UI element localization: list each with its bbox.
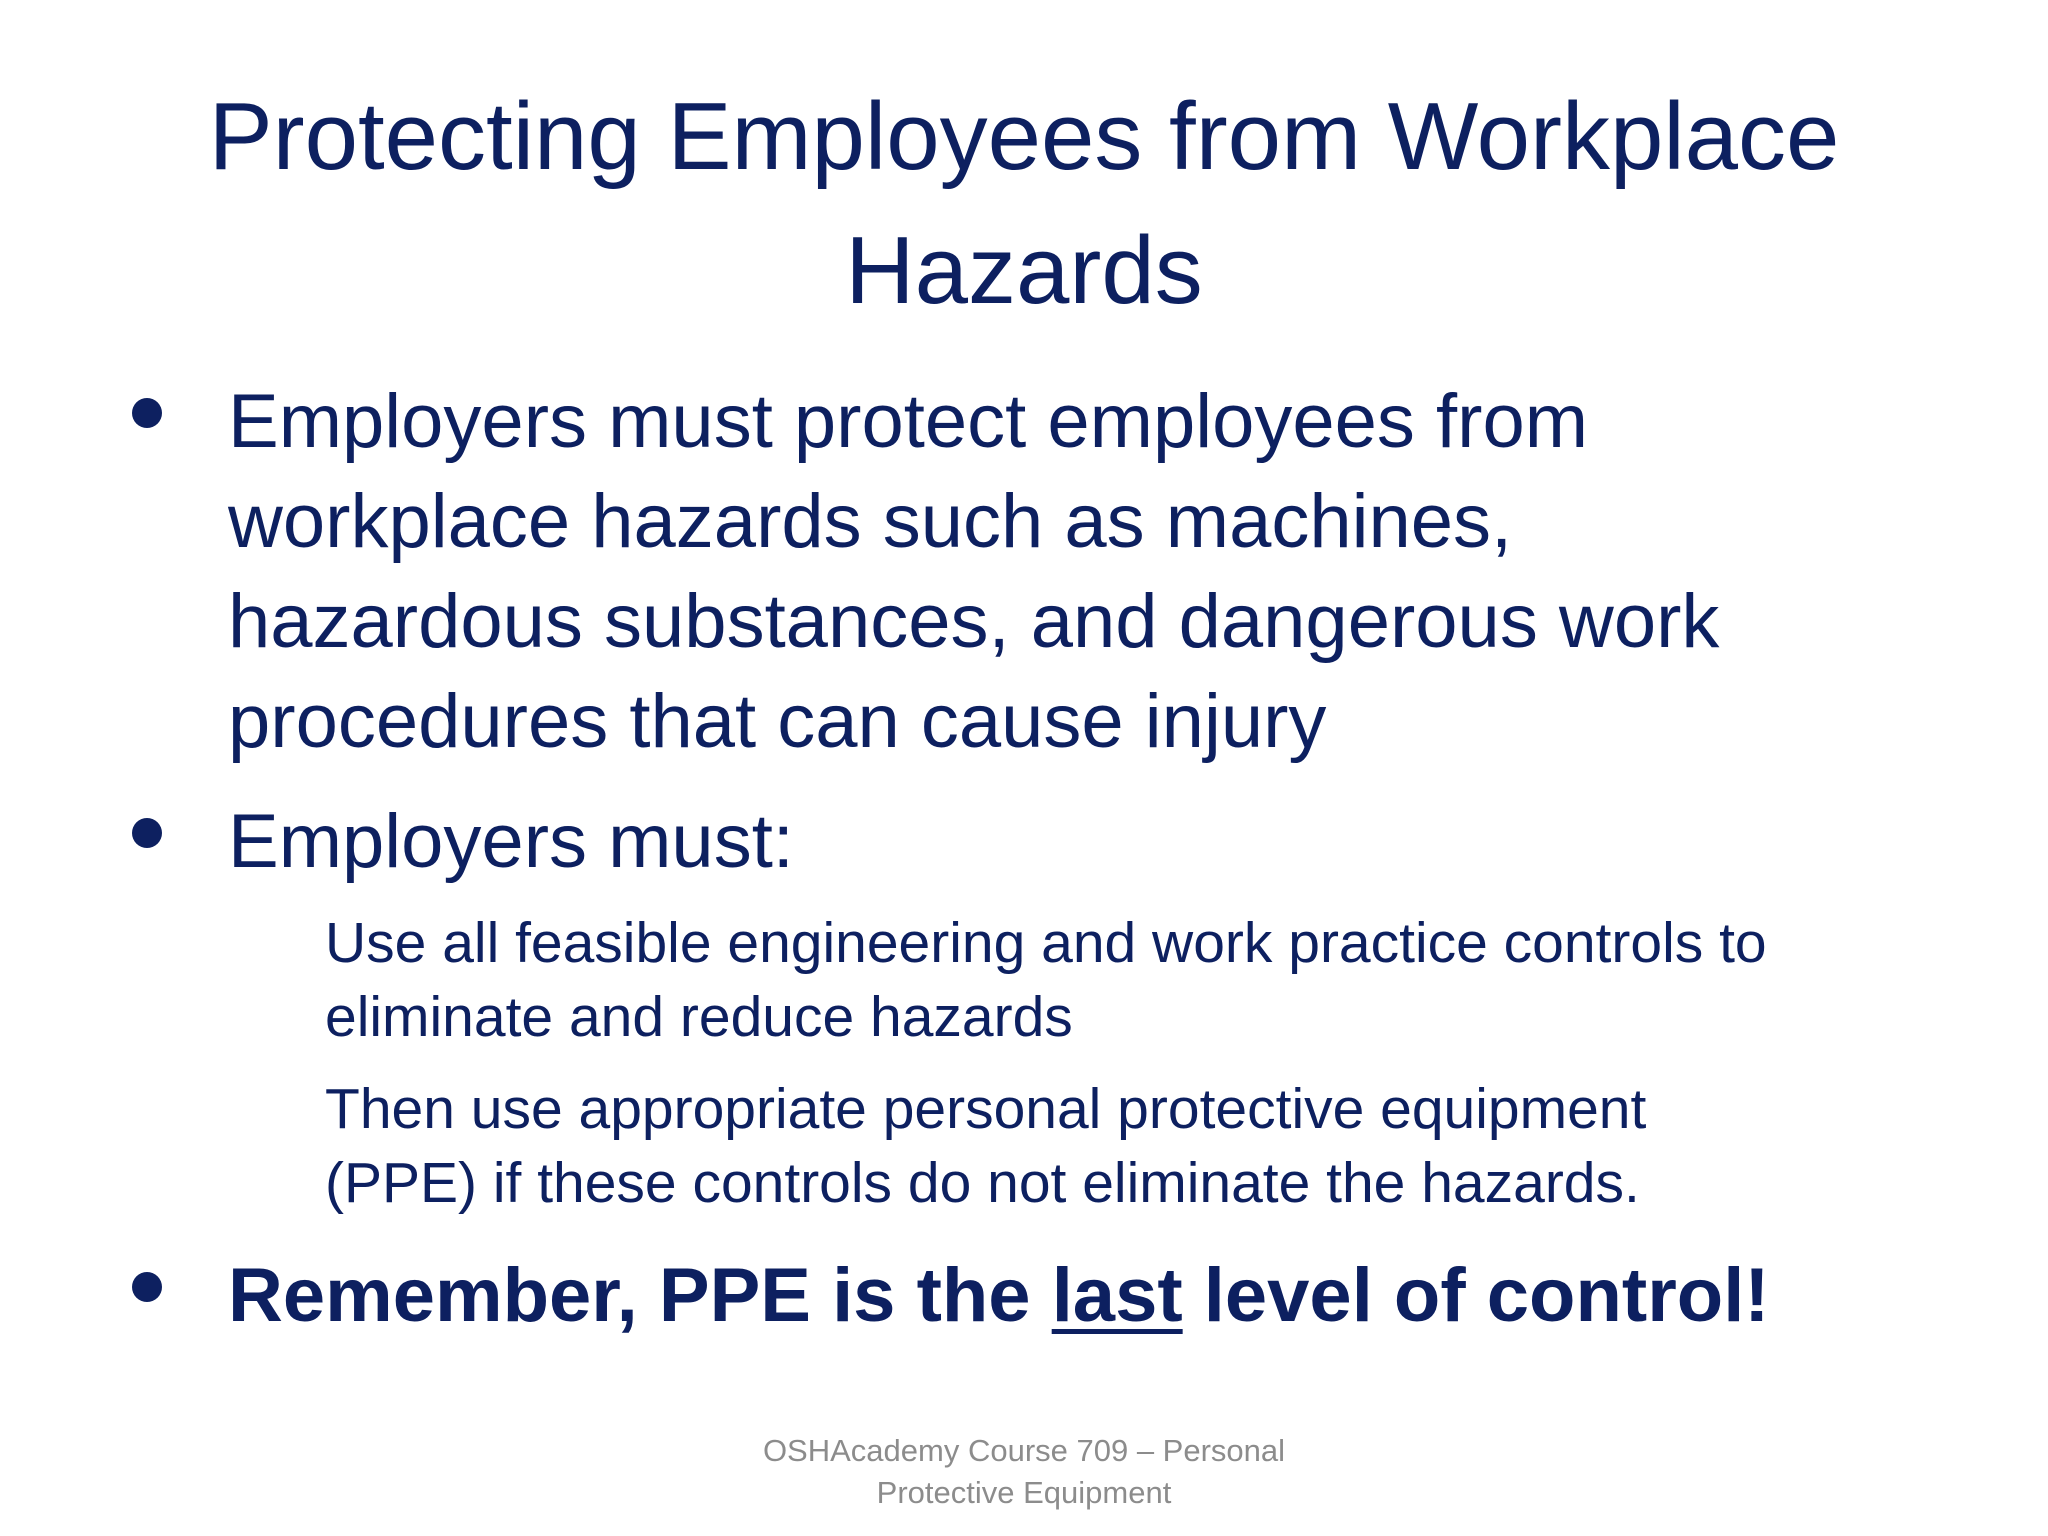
bullet-1-line-1: Employers must protect employees from xyxy=(228,379,1589,464)
sub-bullet-1-line-2: eliminate and reduce hazards xyxy=(325,985,1073,1049)
slide-title xyxy=(100,70,1948,338)
bullet-3-after: level of control! xyxy=(1182,1253,1770,1338)
bullet-3-before: Remember, PPE is the xyxy=(228,1253,1052,1338)
bullet-1-line-3: hazardous substances, and dangerous work xyxy=(228,579,1720,664)
sub-bullet-1-line-1: Use all feasible engineering and work practice controls to xyxy=(325,911,1767,975)
sub-bullet-2-line-1: Then use appropriate personal protective equipment xyxy=(325,1077,1647,1141)
bullet-1-line-2: workplace hazards such as machines, xyxy=(228,479,1513,564)
bullet-dot-icon xyxy=(132,1272,162,1302)
footer-line-2: Protective Equipment xyxy=(876,1475,1172,1510)
sub-bullet-2-line-2: (PPE) if these controls do not eliminate the hazards. xyxy=(325,1151,1640,1215)
bullet-1-line-4: procedures that can cause injury xyxy=(228,679,1327,764)
bullet-3-text xyxy=(228,1246,1770,1346)
footer-line-1: OSHAcademy Course 709 – Personal xyxy=(762,1433,1286,1468)
title-line-2: Hazards xyxy=(845,217,1203,324)
bullet-dot-icon xyxy=(132,818,162,848)
bullet-dot-icon xyxy=(132,398,162,428)
title-line-1: Protecting Employees from Workplace xyxy=(208,83,1840,190)
bullet-2-text: Employers must: xyxy=(228,799,794,884)
bullet-3-emphasis: last xyxy=(1051,1253,1183,1338)
slide-footer xyxy=(674,1430,1374,1514)
